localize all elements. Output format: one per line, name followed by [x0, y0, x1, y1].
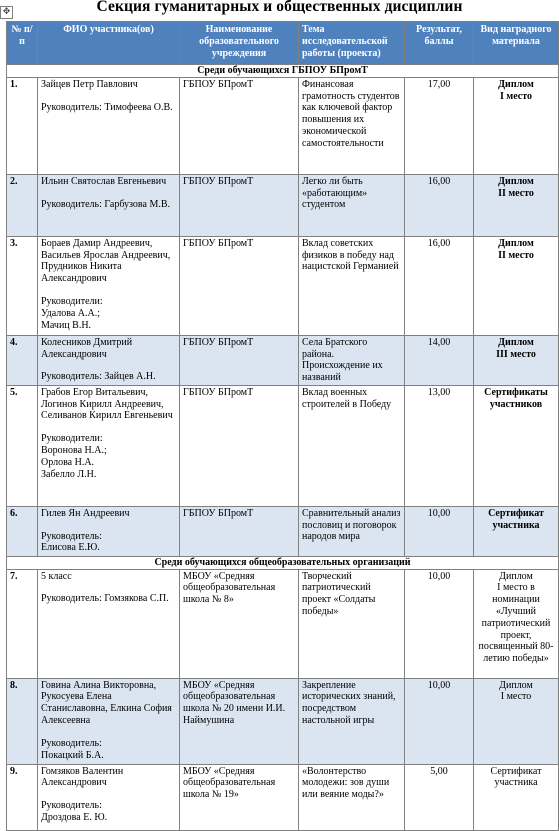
award-line: Сертификат участника [490, 765, 542, 789]
supervisor-line: Забелло Л.Н. [41, 468, 97, 480]
institution-cell: МБОУ «Средняя общеобразовательная школа № 8» [180, 569, 299, 678]
spacer [41, 789, 176, 800]
header-institution: Наименование образовательного учреждения [180, 22, 299, 65]
supervisor-line: Руководители: [41, 433, 103, 445]
table-row [7, 678, 559, 764]
supervisor-line: Руководители: [41, 295, 103, 307]
supervisor-line: Руководитель: [41, 530, 102, 542]
institution-cell: ГБПОУ БПромТ [180, 385, 299, 506]
score-cell: 16,00 [405, 236, 474, 335]
award-line: Диплом [499, 570, 533, 582]
spacer [41, 285, 176, 296]
table-row [7, 569, 559, 678]
topic-cell: «Волонтерство молодежи: зов души или веяние моды?» [299, 764, 405, 830]
supervisor-line: Мачиц В.Н. [41, 319, 92, 331]
topic-cell: Села Братского района. Происхождение их названий [299, 335, 405, 385]
score-cell: 10,00 [405, 569, 474, 678]
award-line: Диплом [499, 679, 533, 691]
row-number: 3. [7, 236, 38, 335]
supervisor-line: Удалова А.А.; [41, 307, 101, 319]
award-line: II место [498, 249, 534, 261]
section-header-row [7, 556, 559, 569]
spacer [41, 188, 176, 199]
score-cell: 13,00 [405, 385, 474, 506]
participant-cell [38, 335, 180, 385]
topic-cell: Сравнительный анализ пословиц и поговорок народов мира [299, 506, 405, 556]
participant-cell [38, 174, 180, 236]
award-cell [474, 77, 559, 174]
spacer [41, 727, 176, 738]
participant-name: Логинов Кирилл Андреевич, [41, 398, 164, 410]
row-number: 5. [7, 385, 38, 506]
table-row [7, 506, 559, 556]
header-topic: Тема исследовательской работы (проекта) [299, 22, 405, 65]
institution-cell: ГБПОУ БПромТ [180, 236, 299, 335]
table-row [7, 174, 559, 236]
participant-name: Колесников Дмитрий Александрович [41, 336, 133, 360]
award-cell [474, 335, 559, 385]
participant-cell [38, 506, 180, 556]
row-number: 7. [7, 569, 38, 678]
participant-name: Говина Алина Викторовна, Рукосуева Елена Станиславовна, Елкина София Алексеевна [41, 679, 172, 726]
participant-name: Грабов Егор Витальевич, [41, 386, 148, 398]
institution-cell: МБОУ «Средняя общеобразовательная школа № 19» [180, 764, 299, 830]
institution-cell: МБОУ «Средняя общеобразовательная школа № 20 имени И.И. Наймушина [180, 678, 299, 764]
supervisor-line: Орлова Н.А. [41, 456, 95, 468]
award-line: I место [500, 90, 532, 102]
supervisor-line: Елисова Е.Ю. [41, 542, 100, 554]
participant-cell [38, 236, 180, 335]
award-line: I место в номинации «Лучший патриотический проект, посвященный 80-летию победы» [478, 582, 554, 665]
supervisor-line: Руководитель: Гомзякова С.П. [41, 593, 169, 605]
row-number: 4. [7, 335, 38, 385]
supervisor-line: Воронова Н.А.; [41, 444, 107, 456]
row-number: 2. [7, 174, 38, 236]
participant-name: Ильин Святослав Евгеньевич [41, 175, 167, 187]
participant-name: Гилев Ян Андреевич [41, 507, 130, 519]
award-line: Сертификаты участников [484, 386, 548, 410]
award-cell [474, 764, 559, 830]
header-num: № п/п [7, 22, 38, 65]
supervisor-line: Руководитель: [41, 800, 102, 812]
table-row [7, 236, 559, 335]
award-cell [474, 174, 559, 236]
topic-cell: Вклад военных строителей в Победу [299, 385, 405, 506]
participant-name: Зайцев Петр Павлович [41, 78, 138, 90]
spacer [41, 91, 176, 102]
participant-name: Бораев Дамир Андреевич, Васильев Ярослав Андреевич, Прудников Никита Александрович [41, 237, 171, 285]
spacer [41, 520, 176, 531]
award-line: II место [498, 187, 534, 199]
score-cell: 17,00 [405, 77, 474, 174]
section-label: Среди обучающихся общеобразовательных организаций [7, 556, 559, 569]
header-name: ФИО участника(ов) [38, 22, 180, 65]
institution-cell: ГБПОУ БПромТ [180, 77, 299, 174]
institution-cell: ГБПОУ БПромТ [180, 506, 299, 556]
participant-cell [38, 764, 180, 830]
table-row [7, 335, 559, 385]
award-line: Диплом [498, 336, 534, 348]
participant-cell [38, 385, 180, 506]
participant-cell [38, 569, 180, 678]
supervisor-line: Покацкий Б.А. [41, 749, 104, 761]
award-cell [474, 506, 559, 556]
score-cell: 14,00 [405, 335, 474, 385]
participant-cell [38, 678, 180, 764]
institution-cell: ГБПОУ БПромТ [180, 174, 299, 236]
table-row [7, 764, 559, 830]
spacer [41, 582, 176, 593]
award-line: I место [500, 691, 532, 703]
table-row [7, 77, 559, 174]
row-number: 1. [7, 77, 38, 174]
award-cell [474, 569, 559, 678]
award-cell [474, 678, 559, 764]
spacer [41, 422, 176, 433]
score-cell: 10,00 [405, 506, 474, 556]
page-title: Секция гуманитарных и общественных дисциплин [96, 0, 463, 15]
topic-cell: Вклад советских физиков в победу над нацистской Германией [299, 236, 405, 335]
row-number: 6. [7, 506, 38, 556]
participant-name: Селиванов Кирилл Евгеньевич [41, 410, 173, 422]
supervisor-line: Руководитель: Гарбузова М.В. [41, 198, 171, 210]
supervisor-line: Руководитель: [41, 737, 102, 749]
supervisor-line: Дроздова Е. Ю. [41, 811, 108, 823]
score-cell: 16,00 [405, 174, 474, 236]
score-cell: 10,00 [405, 678, 474, 764]
participant-name: 5 класс [41, 570, 72, 582]
header-score: Результат, баллы [405, 22, 474, 65]
award-line: Диплом [498, 175, 534, 187]
topic-cell: Закрепление исторических знаний, посредством настольной игры [299, 678, 405, 764]
award-line: III место [496, 348, 536, 360]
topic-cell: Легко ли быть «работающим» студентом [299, 174, 405, 236]
topic-cell: Финансовая грамотность студентов как ключевой фактор повышения их экономической самостоятельности [299, 77, 405, 174]
supervisor-line: Руководитель: Тимофеева О.В. [41, 101, 173, 113]
award-line: Диплом [498, 78, 534, 90]
table-move-handle-icon[interactable]: ✥ [0, 6, 13, 19]
participant-name: Гомзяков Валентин Александрович [41, 765, 124, 789]
score-cell: 5,00 [405, 764, 474, 830]
award-line: Диплом [498, 237, 534, 249]
row-number: 9. [7, 764, 38, 830]
section-header-row [7, 65, 559, 78]
section-label: Среди обучающихся ГБПОУ БПромТ [7, 65, 559, 78]
award-cell [474, 385, 559, 506]
award-cell [474, 236, 559, 335]
spacer [41, 360, 176, 371]
results-table [6, 21, 559, 831]
table-header-row [7, 22, 559, 65]
participant-cell [38, 77, 180, 174]
topic-cell: Творческий патриотический проект «Солдаты победы» [299, 569, 405, 678]
institution-cell: ГБПОУ БПромТ [180, 335, 299, 385]
award-line: Сертификат участника [488, 507, 544, 531]
table-row [7, 385, 559, 506]
supervisor-line: Руководитель: Зайцев А.Н. [41, 371, 156, 383]
row-number: 8. [7, 678, 38, 764]
header-award: Вид наградного материала [474, 22, 559, 65]
